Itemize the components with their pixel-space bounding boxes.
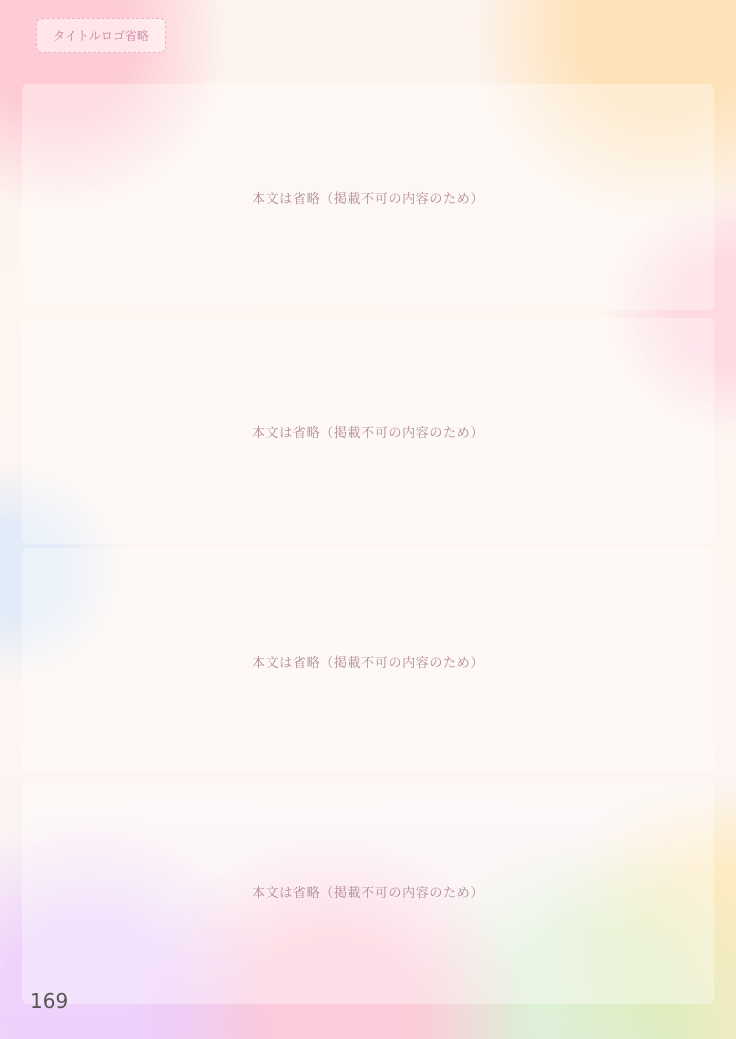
page-number: 169 [30,989,69,1013]
text-band-2 [22,318,714,544]
title-logo [36,18,166,53]
omitted-text-note: 本文は省略（掲載不可の内容のため） [251,191,485,207]
omitted-text-note: 本文は省略（掲載不可の内容のため） [251,655,485,671]
text-band-1 [22,84,714,310]
omitted-text-note: 本文は省略（掲載不可の内容のため） [251,425,485,441]
text-band-4 [22,778,714,1004]
title-omitted-note: タイトルロゴ省略 [36,18,166,53]
omitted-text-note: 本文は省略（掲載不可の内容のため） [251,885,485,901]
text-band-3 [22,548,714,774]
